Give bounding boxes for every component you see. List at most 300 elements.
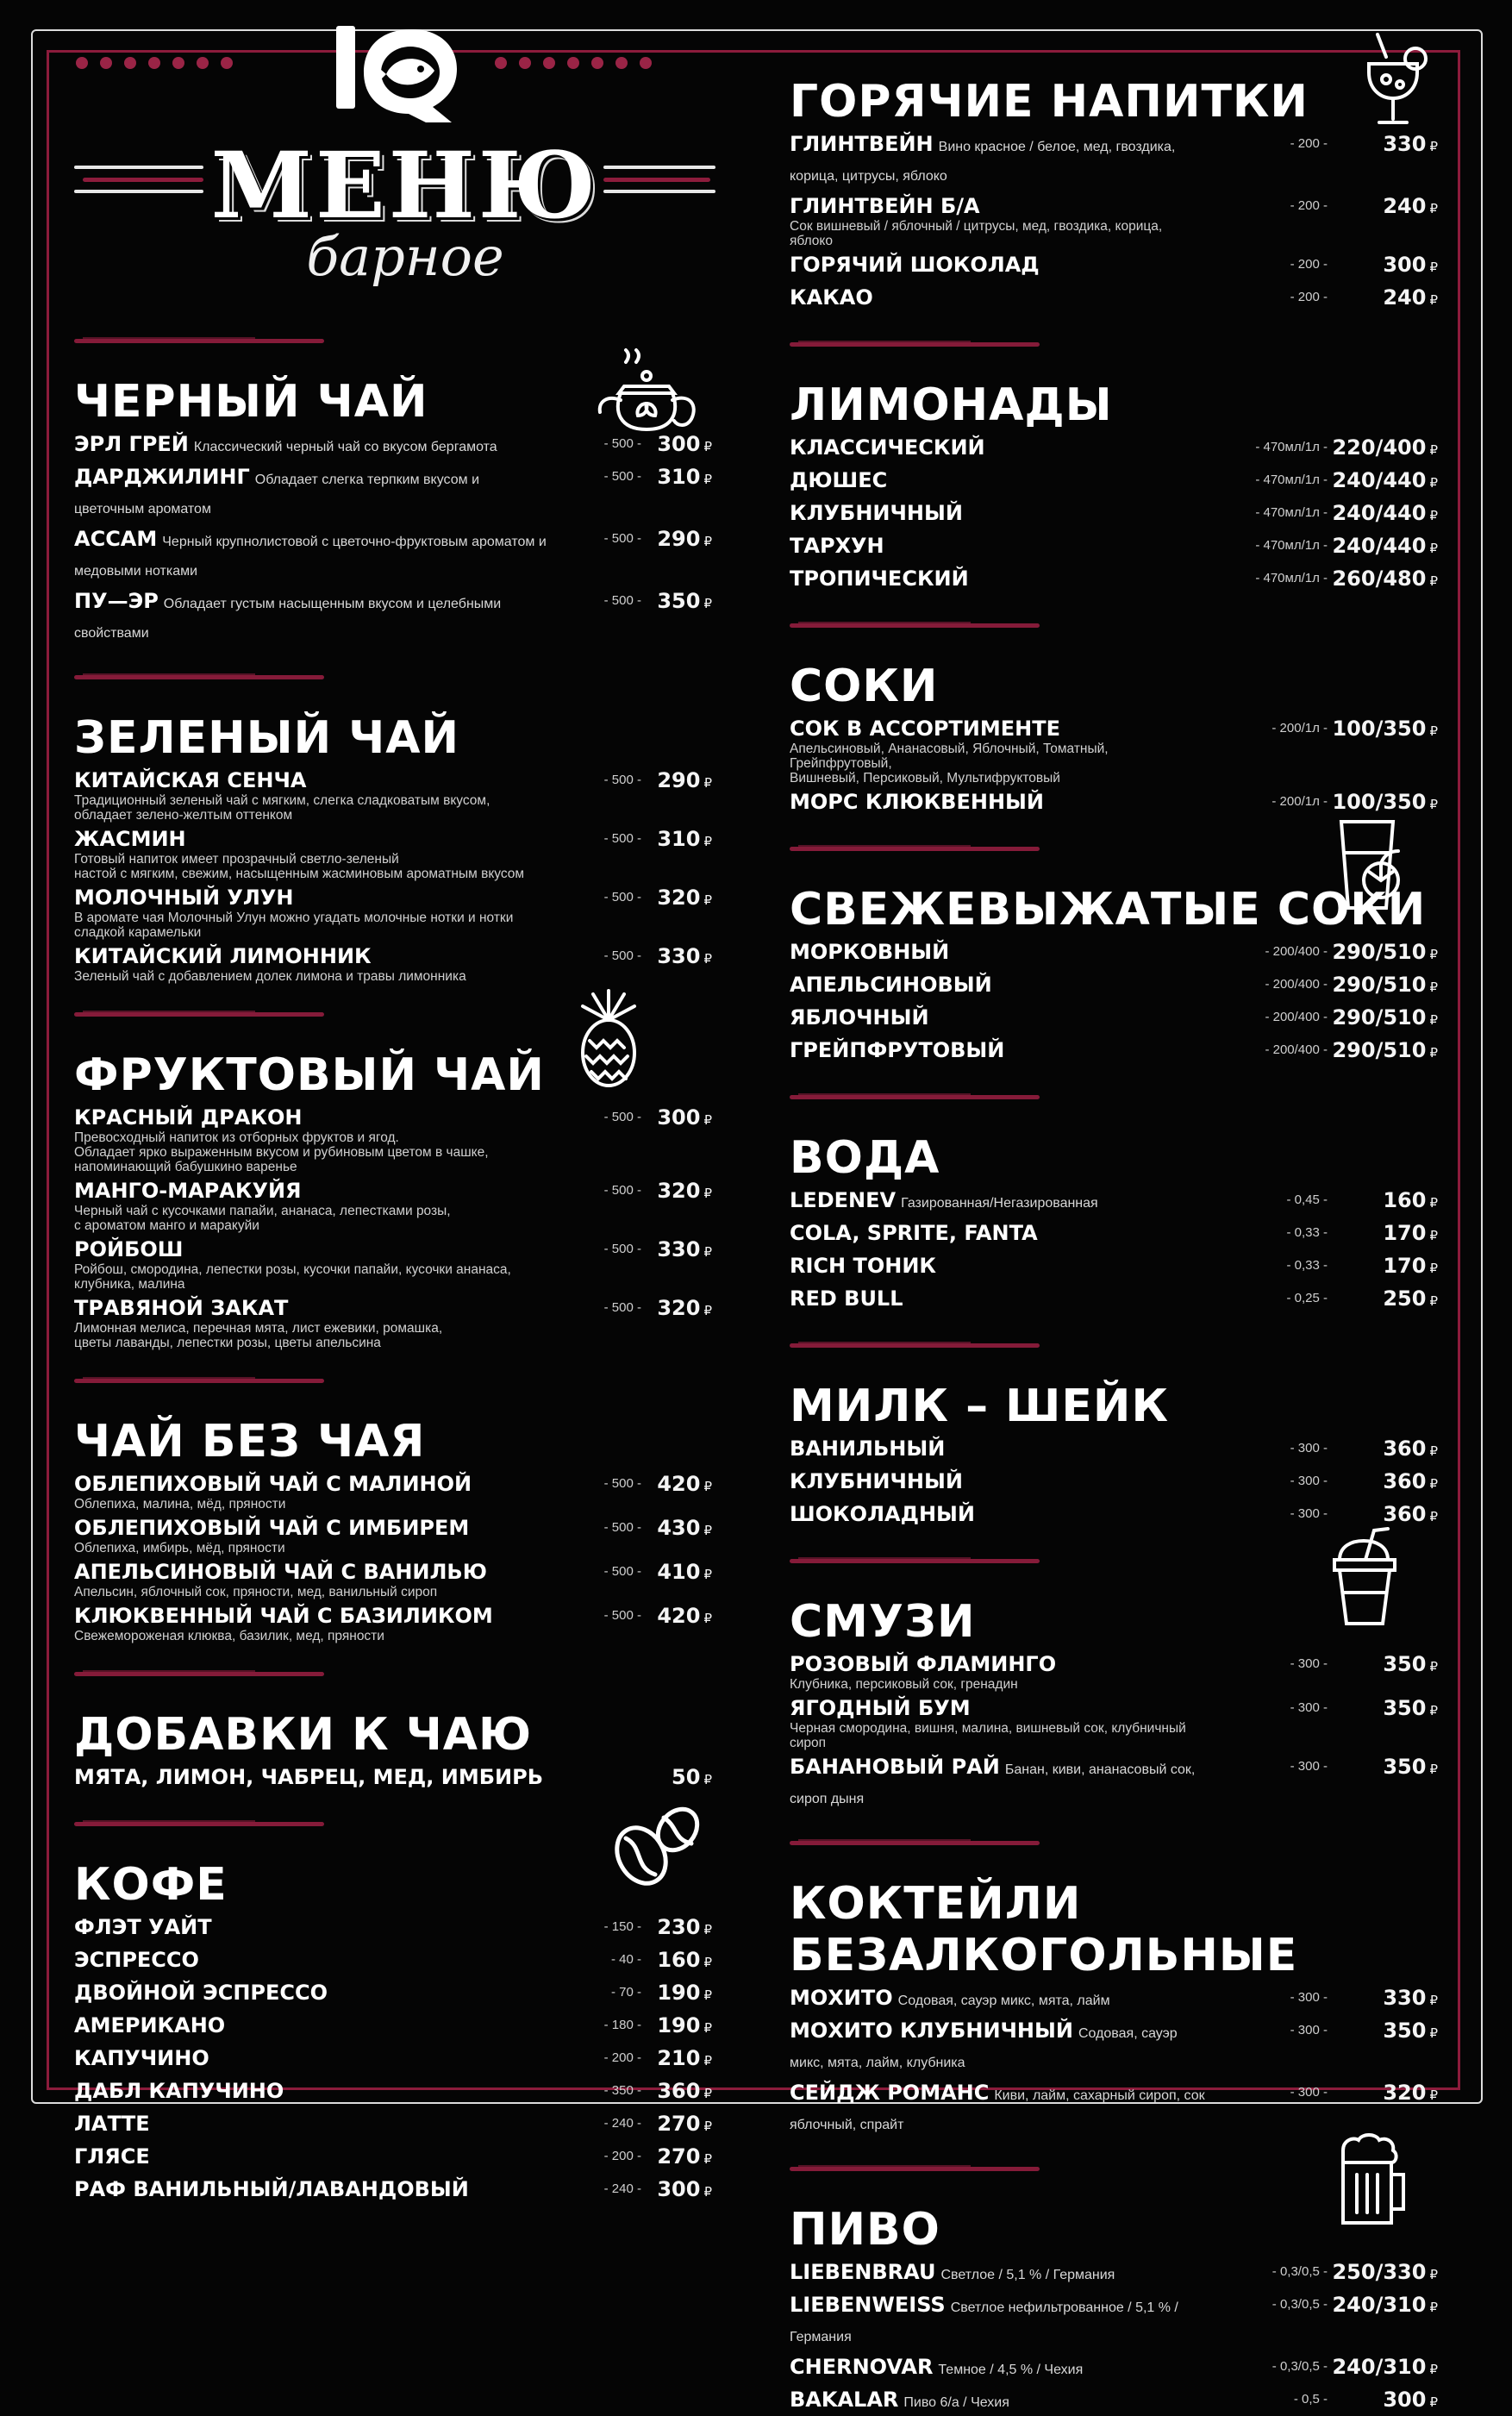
item-name: ДЮШЕС: [790, 468, 888, 492]
currency-symbol: ₽: [703, 2053, 712, 2069]
item-volume: - 470мл/1л -: [1255, 538, 1328, 553]
item-volume: - 300 -: [1290, 1441, 1328, 1455]
menu-item-body: [74, 2078, 547, 2104]
item-volume: - 180 -: [603, 2018, 641, 2032]
section-divider: [790, 1092, 1040, 1103]
menu-item: [74, 943, 712, 984]
item-volume: - 500 -: [603, 948, 641, 963]
menu-item-body: [790, 2292, 1207, 2350]
currency-symbol: ₽: [703, 892, 712, 908]
item-name: ЖАСМИН: [74, 827, 186, 851]
menu-item: [790, 1436, 1438, 1465]
menu-item: [74, 1178, 712, 1233]
menu-item-body: [74, 2144, 547, 2169]
menu-item: [790, 1037, 1438, 1067]
section-divider: [74, 1819, 324, 1830]
item-volume: - 40 -: [610, 1952, 641, 1967]
menu-item: [790, 1286, 1438, 1315]
item-name: ГОРЯЧИЙ ШОКОЛАД: [790, 253, 1040, 277]
item-price: 410 ₽: [657, 1560, 712, 1584]
menu-item: [790, 1220, 1438, 1249]
section-title: ЗЕЛЕНЫЙ ЧАЙ: [74, 712, 459, 764]
item-volume: - 0,5 -: [1293, 2392, 1328, 2407]
item-price: 160 ₽: [657, 1948, 712, 1972]
item-volume: - 300 -: [1290, 1759, 1328, 1774]
currency-symbol: ₽: [703, 951, 712, 967]
item-price: 170 ₽: [1383, 1221, 1438, 1245]
currency-symbol: ₽: [1429, 947, 1438, 962]
item-price: 360 ₽: [1383, 1469, 1438, 1493]
menu-item-body: [790, 566, 1207, 591]
menu-section: [790, 379, 1438, 595]
section-title: ФРУКТОВЫЙ ЧАЙ: [74, 1049, 545, 1101]
menu-item: [790, 1754, 1438, 1812]
currency-symbol: ₽: [1429, 573, 1438, 589]
item-volume: - 300 -: [1290, 1656, 1328, 1671]
item-name: СОК В АССОРТИМЕНТЕ: [790, 717, 1061, 741]
currency-symbol: ₽: [703, 1955, 712, 1970]
item-name: RICH ТОНИК: [790, 1254, 937, 1278]
menu-item: [74, 526, 712, 585]
item-price: 240/310 ₽: [1332, 2293, 1438, 2317]
item-volume: - 500 -: [603, 1564, 641, 1579]
currency-symbol: ₽: [1429, 201, 1438, 216]
menu-item-body: [74, 464, 547, 523]
menu-section: [790, 1132, 1438, 1315]
menu-item: [790, 2292, 1438, 2350]
currency-symbol: ₽: [703, 1611, 712, 1626]
item-volume: - 470мл/1л -: [1255, 571, 1328, 585]
item-price: 240/440 ₽: [1332, 534, 1438, 558]
item-name: COLA, SPRITE, FANTA: [790, 1221, 1038, 1245]
item-price: 300 ₽: [1383, 253, 1438, 277]
item-description: В аромате чая Молочный Улун можно угадать молочные нотки и нотки сладкой карамельки: [74, 911, 514, 940]
item-name: КЛЮКВЕННЫЙ ЧАЙ С БАЗИЛИКОМ: [74, 1604, 493, 1628]
item-description: Апельсин, яблочный сок, пряности, мед, ванильный сироп: [74, 1585, 438, 1599]
section-title: МИЛК – ШЕЙК: [790, 1380, 1169, 1432]
currency-symbol: ₽: [703, 1922, 712, 1937]
currency-symbol: ₽: [1429, 1012, 1438, 1028]
item-description: Клубника, персиковый сок, гренадин: [790, 1677, 1018, 1692]
item-price: 190 ₽: [657, 1981, 712, 2005]
item-description: Обладает слегка терпким вкусом и цветочным ароматом: [74, 473, 479, 516]
menu-subtitle: барное: [306, 225, 504, 288]
section-title: ДОБАВКИ К ЧАЮ: [74, 1709, 533, 1761]
item-volume: - 200 -: [603, 2050, 641, 2065]
item-name: ГЛИНТВЕЙН Б/А: [790, 194, 980, 218]
menu-title: МЕНЮ: [210, 131, 600, 239]
menu-item-body: [790, 285, 1207, 310]
currency-symbol: ₽: [703, 2184, 712, 2200]
item-price: 290 ₽: [657, 527, 712, 551]
item-volume: - 350 -: [603, 2083, 641, 2098]
currency-symbol: ₽: [1429, 1659, 1438, 1674]
item-name: ГЛИНТВЕЙН Вино красное / белое, мед, гвоздика, корица, цитрусы, яблоко: [790, 132, 1176, 184]
menu-item: [74, 1559, 712, 1599]
item-name: ДАРДЖИЛИНГ Обладает слегка терпким вкусом и цветочным ароматом: [74, 465, 479, 516]
item-price: 330 ₽: [657, 944, 712, 968]
item-price: 300 ₽: [1383, 2388, 1438, 2412]
menu-item: [790, 789, 1438, 818]
menu-item: [790, 2387, 1438, 2416]
title-stroke-right-2: [603, 178, 710, 182]
item-description: Превосходный напиток из отборных фруктов и ягод.: [74, 1130, 399, 1145]
item-volume: - 500 -: [603, 436, 641, 451]
menu-item-body: [790, 1651, 1207, 1692]
item-name: МОРКОВНЫЙ: [790, 940, 950, 964]
menu-item-body: [790, 2018, 1207, 2076]
currency-symbol: ₽: [1429, 1703, 1438, 1718]
menu-section: [74, 712, 712, 984]
menu-item: [790, 1253, 1438, 1282]
currency-symbol: ₽: [703, 472, 712, 487]
currency-symbol: ₽: [1429, 1993, 1438, 2008]
menu-item: [790, 939, 1438, 968]
fresh-juice-glass-icon: [1334, 818, 1421, 913]
menu-item-body: [790, 252, 1207, 278]
item-price: 240 ₽: [1383, 285, 1438, 310]
currency-symbol: ₽: [703, 2086, 712, 2101]
item-volume: - 200 -: [1290, 257, 1328, 272]
section-title: ВОДА: [790, 1132, 940, 1184]
item-name: ФЛЭТ УАЙТ: [74, 1915, 212, 1939]
item-volume: - 500 -: [603, 593, 641, 608]
title-stroke-right-1: [603, 166, 715, 169]
menu-item: [790, 2354, 1438, 2383]
section-title: СМУЗИ: [790, 1596, 976, 1648]
item-price: 170 ₽: [1383, 1254, 1438, 1278]
item-description: Апельсиновый, Ананасовый, Яблочный, Томатный, Грейпфрутовый,: [790, 742, 1109, 771]
section-divider: [790, 1556, 1040, 1567]
currency-symbol: ₽: [703, 1523, 712, 1538]
currency-symbol: ₽: [703, 775, 712, 791]
item-description: Киви, лайм, сахарный сироп, сок яблочный, спрайт: [790, 2088, 1205, 2132]
item-price: 430 ₽: [657, 1516, 712, 1540]
menu-item-body: [790, 1253, 1207, 1279]
logo-icon: [333, 22, 460, 126]
currency-symbol: ₽: [1429, 292, 1438, 308]
menu-item-body: [74, 2111, 547, 2137]
item-price: 240/310 ₽: [1332, 2355, 1438, 2379]
item-description: напоминающий бабушкино варенье: [74, 1160, 297, 1174]
currency-symbol: ₽: [1429, 1509, 1438, 1524]
currency-symbol: ₽: [1429, 2394, 1438, 2410]
item-name: КАКАО: [790, 285, 873, 310]
menu-item: [74, 1980, 712, 2009]
menu-item: [790, 533, 1438, 562]
item-name: МАНГО-МАРАКУЙЯ: [74, 1179, 302, 1203]
menu-item-body: [790, 939, 1207, 965]
item-name: ЛАТТЕ: [74, 2112, 150, 2136]
item-volume: - 0,33 -: [1286, 1258, 1328, 1273]
menu-section: [790, 76, 1438, 314]
currency-symbol: ₽: [1429, 2025, 1438, 2041]
item-volume: - 500 -: [603, 469, 641, 484]
section-divider: [790, 844, 1040, 854]
item-price: 310 ₽: [657, 465, 712, 489]
item-price: 350 ₽: [657, 589, 712, 613]
item-volume: - 500 -: [603, 1110, 641, 1124]
menu-item-body: [74, 885, 547, 940]
menu-section: [790, 660, 1438, 818]
menu-item-body: [74, 1980, 547, 2006]
item-price: 50 ₽: [672, 1765, 712, 1789]
menu-item: [74, 767, 712, 823]
item-name: ЭСПРЕССО: [74, 1948, 199, 1972]
menu-item: [790, 285, 1438, 314]
menu-item-body: [74, 431, 547, 460]
item-price: 240/440 ₽: [1332, 468, 1438, 492]
menu-item-body: [74, 1105, 547, 1174]
menu-item-body: [74, 1559, 547, 1599]
item-name: РАФ ВАНИЛЬНЫЙ/ЛАВАНДОВЫЙ: [74, 2177, 469, 2201]
item-description: клубника, малина: [74, 1277, 185, 1292]
item-name: CHERNOVAR Темное / 4,5 % / Чехия: [790, 2355, 1084, 2379]
item-price: 290/510 ₽: [1332, 1038, 1438, 1062]
item-volume: - 200/400 -: [1265, 977, 1328, 992]
menu-item: [790, 716, 1438, 786]
item-description: Темное / 4,5 % / Чехия: [938, 2363, 1084, 2377]
menu-item: [790, 467, 1438, 497]
item-volume: - 240 -: [603, 2181, 641, 2196]
item-price: 290/510 ₽: [1332, 940, 1438, 964]
item-price: 270 ₽: [657, 2112, 712, 2136]
item-price: 290/510 ₽: [1332, 973, 1438, 997]
item-name: БАНАНОВЫЙ РАЙ Банан, киви, ананасовый сок, сироп дыня: [790, 1755, 1196, 1806]
item-volume: - 470мл/1л -: [1255, 440, 1328, 454]
currency-symbol: ₽: [703, 1479, 712, 1494]
menu-item-body: [790, 1754, 1207, 1812]
section-title: ПИВО: [790, 2204, 940, 2256]
menu-item: [74, 588, 712, 647]
title-stroke-left-3: [74, 190, 203, 193]
item-volume: - 500 -: [603, 773, 641, 787]
item-volume: - 500 -: [603, 1520, 641, 1535]
currency-symbol: ₽: [703, 1244, 712, 1260]
currency-symbol: ₽: [1429, 980, 1438, 995]
item-volume: - 0,3/0,5 -: [1271, 2297, 1328, 2312]
currency-symbol: ₽: [1429, 2300, 1438, 2315]
menu-item-body: [790, 1436, 1207, 1461]
item-name: LIEBENWEISS Светлое нефильтрованное / 5,1 % / Германия: [790, 2293, 1178, 2344]
item-name: ТРАВЯНОЙ ЗАКАТ: [74, 1296, 289, 1320]
pineapple-icon: [574, 986, 643, 1089]
menu-item-body: [790, 193, 1207, 248]
section-divider: [790, 2164, 1040, 2175]
section-divider: [74, 336, 324, 347]
currency-symbol: ₽: [1429, 1762, 1438, 1777]
item-name: КАПУЧИНО: [74, 2046, 209, 2070]
menu-item-body: [790, 716, 1207, 786]
currency-symbol: ₽: [1429, 508, 1438, 523]
item-price: 300 ₽: [657, 2177, 712, 2201]
menu-item-body: [74, 1947, 547, 1973]
item-volume: - 0,25 -: [1286, 1291, 1328, 1305]
menu-item: [74, 826, 712, 881]
menu-item-body: [790, 533, 1207, 559]
menu-item-body: [790, 1037, 1207, 1063]
menu-section: [790, 1596, 1438, 1812]
item-name: КЛУБНИЧНЫЙ: [790, 1469, 963, 1493]
menu-item-body: [74, 1603, 547, 1643]
item-volume: - 240 -: [603, 2116, 641, 2131]
item-description: Вишневый, Персиковый, Мультифруктовый: [790, 771, 1060, 786]
menu-item: [74, 1603, 712, 1643]
item-name: ЯГОДНЫЙ БУМ: [790, 1696, 971, 1720]
item-price: 250 ₽: [1383, 1286, 1438, 1311]
item-description: настой с мягким, свежим, насыщенным жасминовым ароматным вкусом: [74, 867, 525, 881]
menu-item-body: [74, 1914, 547, 1940]
item-price: 330 ₽: [1383, 132, 1438, 156]
currency-symbol: ₽: [703, 596, 712, 611]
menu-section: [74, 1049, 712, 1350]
item-name: ТРОПИЧЕСКИЙ: [790, 566, 969, 591]
item-volume: - 470мл/1л -: [1255, 505, 1328, 520]
menu-item: [74, 2045, 712, 2075]
item-name: АССАМ Черный крупнолистовой с цветочно-фруктовым ароматом и медовыми нотками: [74, 527, 547, 579]
menu-item-body: [790, 1286, 1207, 1311]
item-price: 100/350 ₽: [1332, 790, 1438, 814]
menu-item-body: [790, 1985, 1207, 2014]
menu-item-body: [790, 1187, 1207, 1217]
item-volume: - 500 -: [603, 1300, 641, 1315]
currency-symbol: ₽: [703, 2151, 712, 2167]
item-price: 290 ₽: [657, 768, 712, 792]
menu-item-body: [74, 943, 547, 984]
item-name: МЯТА, ЛИМОН, ЧАБРЕЦ, МЕД, ИМБИРЬ: [74, 1765, 543, 1789]
item-price: 240 ₽: [1383, 194, 1438, 218]
item-description: с ароматом манго и маракуйи: [74, 1218, 259, 1233]
menu-item-body: [74, 1178, 547, 1233]
menu-item: [74, 1105, 712, 1174]
item-price: 350 ₽: [1383, 2019, 1438, 2043]
currency-symbol: ₽: [1429, 1261, 1438, 1276]
item-name: BAKALAR Пиво 6/а / Чехия: [790, 2388, 1009, 2412]
item-price: 230 ₽: [657, 1915, 712, 1939]
item-price: 330 ₽: [1383, 1986, 1438, 2010]
item-name: ГРЕЙПФРУТОВЫЙ: [790, 1038, 1005, 1062]
currency-symbol: ₽: [703, 1987, 712, 2003]
menu-item: [74, 1515, 712, 1555]
menu-item-body: [74, 1295, 547, 1350]
menu-item: [790, 2080, 1438, 2138]
menu-item: [790, 1187, 1438, 1217]
section-title: ЧЕРНЫЙ ЧАЙ: [74, 376, 428, 428]
item-description: Облепиха, малина, мёд, пряности: [74, 1497, 286, 1512]
menu-section: [74, 1416, 712, 1643]
menu-item: [790, 2259, 1438, 2288]
item-name: LIEBENBRAU Светлое / 5,1 % / Германия: [790, 2260, 1115, 2284]
menu-item: [790, 500, 1438, 529]
coffee-beans-icon: [609, 1799, 703, 1893]
menu-section: [74, 376, 712, 647]
menu-item-body: [790, 2387, 1207, 2416]
item-price: 320 ₽: [657, 886, 712, 910]
menu-section: [74, 1709, 712, 1793]
item-name: РОЗОВЫЙ ФЛАМИНГО: [790, 1652, 1057, 1676]
menu-item-body: [74, 526, 547, 585]
item-price: 240/440 ₽: [1332, 501, 1438, 525]
item-price: 350 ₽: [1383, 1652, 1438, 1676]
currency-symbol: ₽: [1429, 475, 1438, 491]
menu-item: [74, 2078, 712, 2107]
item-name: ДАБЛ КАПУЧИНО: [74, 2079, 284, 2103]
svg-text:IQ: IQ: [384, 124, 386, 125]
section-divider: [74, 673, 324, 683]
item-name: ЭРЛ ГРЕЙ Классический черный чай со вкусом бергамота: [74, 432, 497, 456]
menu-item-body: [74, 2045, 547, 2071]
item-volume: - 70 -: [610, 1985, 641, 2000]
section-title: ЧАЙ БЕЗ ЧАЯ: [74, 1416, 426, 1468]
item-volume: - 500 -: [603, 1183, 641, 1198]
menu-item: [74, 464, 712, 523]
item-price: 210 ₽: [657, 2046, 712, 2070]
section-title: ГОРЯЧИЕ НАПИТКИ: [790, 76, 1309, 128]
section-divider: [790, 1838, 1040, 1849]
currency-symbol: ₽: [703, 439, 712, 454]
item-volume: - 500 -: [603, 1242, 641, 1256]
item-volume: - 200 -: [603, 2149, 641, 2163]
item-price: 270 ₽: [657, 2144, 712, 2169]
item-description: Обладает ярко выраженным вкусом и рубиновым цветом в чашке,: [74, 1145, 489, 1160]
section-divider: [74, 1010, 324, 1020]
item-volume: - 0,45 -: [1286, 1192, 1328, 1207]
item-description: Светлое нефильтрованное / 5,1 % / Германия: [790, 2300, 1178, 2344]
item-volume: - 200 -: [1290, 136, 1328, 151]
item-price: 100/350 ₽: [1332, 717, 1438, 741]
item-description: Традиционный зеленый чай с мягким, слегка сладковатым вкусом, обладает зелено-желтым оттенком: [74, 793, 490, 823]
menu-item: [74, 2111, 712, 2140]
item-price: 160 ₽: [1383, 1188, 1438, 1212]
item-price: 350 ₽: [1383, 1755, 1438, 1779]
item-volume: - 150 -: [603, 1919, 641, 1934]
menu-item-body: [790, 1005, 1207, 1030]
currency-symbol: ₽: [1429, 2087, 1438, 2103]
menu-item-body: [790, 435, 1207, 460]
currency-symbol: ₽: [1429, 723, 1438, 739]
currency-symbol: ₽: [703, 1567, 712, 1582]
item-name: ОБЛЕПИХОВЫЙ ЧАЙ С МАЛИНОЙ: [74, 1472, 472, 1496]
item-name: ПУ—ЭР Обладает густым насыщенным вкусом и целебными свойствами: [74, 589, 502, 641]
item-name: МОЛОЧНЫЙ УЛУН: [74, 886, 294, 910]
menu-item: [790, 972, 1438, 1001]
menu-item-body: [74, 2012, 547, 2038]
item-volume: - 200/400 -: [1265, 1010, 1328, 1024]
title-stroke-left-1: [74, 166, 203, 169]
item-name: ДВОЙНОЙ ЭСПРЕССО: [74, 1981, 328, 2005]
menu-item-body: [790, 1468, 1207, 1494]
menu-item: [74, 885, 712, 940]
section-divider: [74, 1669, 324, 1680]
menu-item-body: [790, 131, 1207, 190]
menu-item-body: [790, 2080, 1207, 2138]
item-description: Ройбош, смородина, лепестки розы, кусочки папайи, кусочки ананаса,: [74, 1262, 511, 1277]
menu-item-body: [74, 1515, 547, 1555]
item-description: Черный чай с кусочками папайи, ананаса, лепестками розы,: [74, 1204, 451, 1218]
item-description: Газированная/Негазированная: [901, 1196, 1098, 1211]
item-volume: - 0,33 -: [1286, 1225, 1328, 1240]
item-description: Банан, киви, ананасовый сок, сироп дыня: [790, 1762, 1196, 1806]
currency-symbol: ₽: [1429, 1045, 1438, 1061]
mulled-wine-glass-icon: [1360, 33, 1429, 128]
section-title: КОФЕ: [74, 1859, 228, 1911]
menu-section: [74, 1859, 712, 2206]
item-price: 330 ₽: [657, 1237, 712, 1261]
item-name: КЛАССИЧЕСКИЙ: [790, 435, 985, 460]
item-price: 320 ₽: [1383, 2081, 1438, 2105]
item-name: ГЛЯСЕ: [74, 2144, 150, 2169]
currency-symbol: ₽: [1429, 442, 1438, 458]
